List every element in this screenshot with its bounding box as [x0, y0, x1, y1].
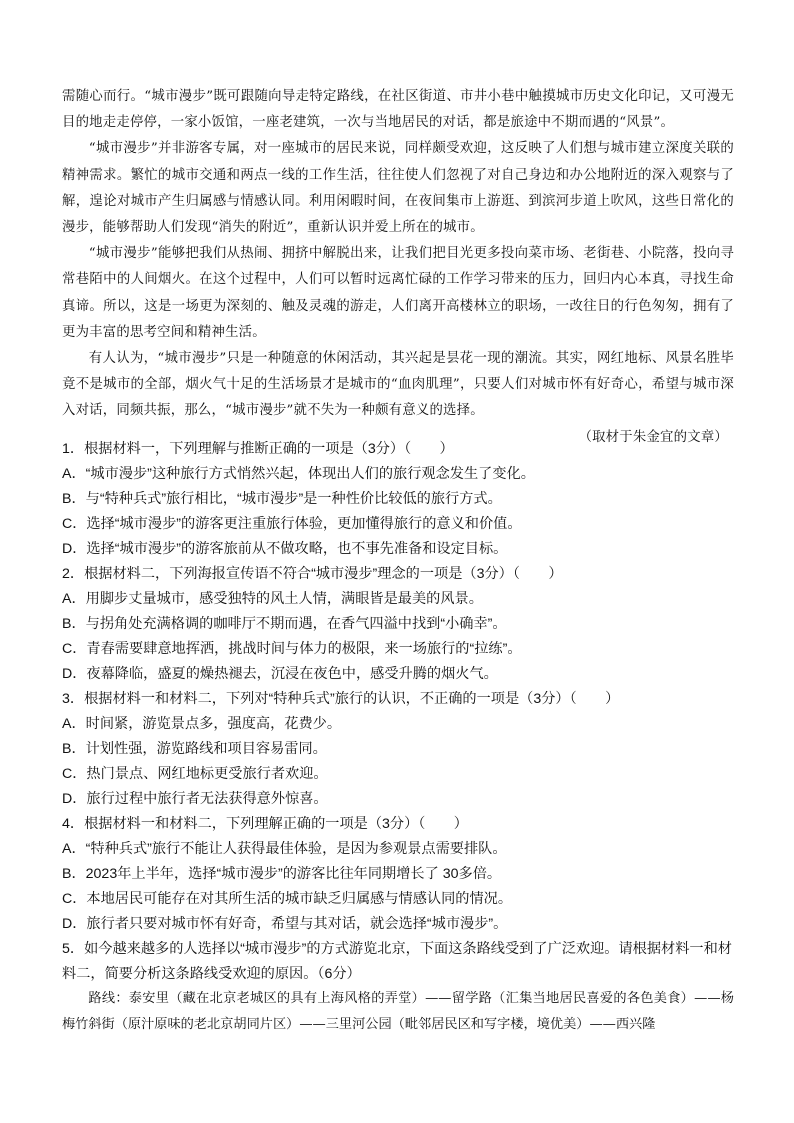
option-a: A．“城市漫步”这种旅行方式悄然兴起，体现出人们的旅行观念发生了变化。 [62, 466, 535, 482]
question-3 [62, 687, 734, 812]
question-stem: 3．根据材料一和材料二，下列对“特种兵式”旅行的认识，不正确的一项是（3分）（ ） [62, 691, 620, 707]
option-a: A．用脚步丈量城市，感受独特的风土人情，满眼皆是最美的风景。 [62, 591, 483, 607]
option-c: C．选择“城市漫步”的游客更注重旅行体验，更加懂得旅行的意义和价值。 [62, 516, 522, 532]
option-d: D．选择“城市漫步”的游客旅前从不做攻略，也不事先准备和设定目标。 [62, 541, 508, 557]
option-b: B．与拐角处充满格调的咖啡厅不期而遇，在香气四溢中找到“小确幸”。 [62, 616, 507, 632]
question-5 [62, 937, 734, 987]
option-a: A．“特种兵式”旅行不能让人获得最佳体验，是因为参观景点需要排队。 [62, 841, 507, 857]
option-a: A．时间紧，游览景点多，强度高，花费少。 [62, 716, 342, 732]
option-b: B．与“特种兵式”旅行相比，“城市漫步”是一种性价比较低的旅行方式。 [62, 491, 502, 507]
option-c: C．青春需要肆意地挥洒，挑战时间与体力的极限，来一场旅行的“拉练”。 [62, 641, 522, 657]
question-4 [62, 812, 734, 937]
question-stem: 1．根据材料一，下列理解与推断正确的一项是（3分）（ ） [62, 441, 454, 457]
option-d: D．旅行过程中旅行者无法获得意外惊喜。 [62, 791, 328, 807]
option-d: D．夜幕降临，盛夏的燥热褪去，沉浸在夜色中，感受升腾的烟火气。 [62, 666, 498, 682]
question-list [62, 437, 734, 987]
passage-paragraph-2: “城市漫步”并非游客专属，对一座城市的居民来说，同样颇受欢迎，这反映了人们想与城市建立深度关联的精神需求。繁忙的城市交通和两点一线的工作生活，往往使人们忽视了对自己身边和办公地附近的深入观察与了解，遑论对城市产生归属感与情感认同。利用闲暇时间，在夜间集市上游逛、到滨河步道上吹风，这些日常化的漫步，能够帮助人们发现“消失的附近”，重新认识并爱上所在的城市。 [62, 141, 734, 236]
question-stem: 5．如今越来越多的人选择以“城市漫步”的方式游览北京，下面这条路线受到了广泛欢迎。请根据材料一和材料二，简要分析这条路线受欢迎的原因。（6分） [62, 941, 732, 982]
option-c: C．本地居民可能存在对其所生活的城市缺乏归属感与情感认同的情况。 [62, 891, 513, 907]
option-d: D．旅行者只要对城市怀有好奇，希望与其对话，就会选择“城市漫步”。 [62, 916, 508, 932]
question-stem: 2．根据材料二，下列海报宣传语不符合“城市漫步”理念的一项是（3分）（ ） [62, 566, 563, 582]
option-c: C．热门景点、网红地标更受旅行者欢迎。 [62, 766, 328, 782]
question-2 [62, 562, 734, 687]
passage-paragraph-3: “城市漫步”能够把我们从热闹、拥挤中解脱出来，让我们把目光更多投向菜市场、老街巷、小院落，投向寻常巷陌中的人间烟火。在这个过程中，人们可以暂时远离忙碌的工作学习带来的压力，回归内心本真，寻找生命真谛。所以，这是一场更为深刻的、触及灵魂的游走，人们离开高楼林立的职场，一改往日的行色匆匆，拥有了更为丰富的思考空间和精神生活。 [62, 246, 734, 340]
option-b: B．2023年上半年，选择“城市漫步”的游客比往年同期增长了 30多倍。 [62, 866, 502, 882]
question-1 [62, 437, 734, 562]
reading-passage [62, 84, 734, 451]
passage-paragraph-1-continued: 需随心而行。“城市漫步”既可跟随向导走特定路线，在社区街道、市井小巷中触摸城市历史文化印记，又可漫无目的地走走停停，一家小饭馆，一座老建筑，一次与当地居民的对话，都是旅途中不期而遇的“风景”。 [62, 89, 734, 131]
walking-route: 路线：泰安里（藏在北京老城区的具有上海风格的弄堂）——留学路（汇集当地居民喜爱的各色美食）——杨梅竹斜街（原汁原味的老北京胡同片区）——三里河公园（毗邻居民区和写字楼，境优美）——西兴隆 [62, 991, 734, 1032]
passage-source: （取材于朱金宜的文章） [578, 429, 728, 445]
question-stem: 4．根据材料一和材料二，下列理解正确的一项是（3分）（ ） [62, 816, 468, 832]
option-b: B．计划性强，游览路线和项目容易雷同。 [62, 741, 327, 757]
passage-paragraph-4: 有人认为，“城市漫步”只是一种随意的休闲活动，其兴起是昙花一现的潮流。其实，网红地标、风景名胜毕竟不是城市的全部，烟火气十足的生活场景才是城市的“血肉肌理”，只要人们对城市怀有好奇心，希望与城市深入对话，同频共振，那么，“城市漫步”就不失为一种颇有意义的选择。 [62, 351, 734, 419]
